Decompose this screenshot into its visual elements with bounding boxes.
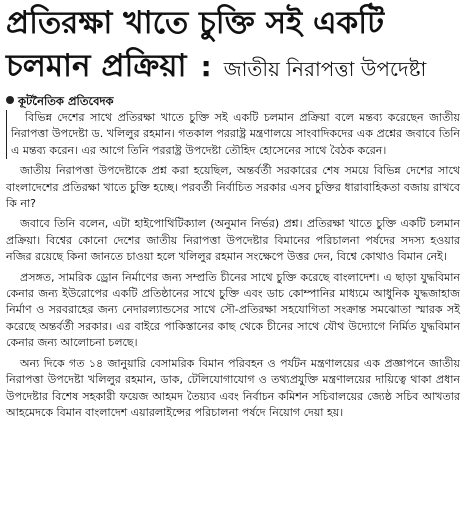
paragraph-3: জবাবে তিনি বলেন, এটা হাইপোথিটিক্যাল (অনুমান নির্ভর) প্রশ্ন। প্রতিরক্ষা খাতে চুক্তি একটি চলমান প্রক্রিয়া। বিশ্বের কোনো দেশের জাতীয় নিরাপত্তা উপদেষ্টার বিমানের পরিচালনা পর্ষদের সদস্য হওয়ার নজির রয়েছে কিনা জানতে চাওয়া হলে খলিলুর রহমান সংক্ষেপে উত্তর দেন, বিশ্বে কোথাও বিমান নেই। [6,217,460,264]
headline-attribution: জাতীয় নিরাপত্তা উপদেষ্টা [223,57,427,81]
paragraph-2: জাতীয় নিরাপত্তা উপদেষ্টাকে প্রশ্ন করা হয়েছিল, অন্তর্বর্তী সরকারের শেষ সময়ে বিভিন্ন দেশের সাথে বাংলাদেশের প্রতিরক্ষা খাতে চুক্তি হচ্ছে। পরবর্তী নির্বাচিত সরকার এসব চুক্তির ধারাবাহিকতা বজায় রাখবে কি না? [6,164,460,211]
bullet-icon [6,96,14,104]
headline [6,2,462,90]
headline-colon: : [200,50,212,83]
headline-line-2 [6,44,462,90]
byline-text: কূটনৈতিক প্রতিবেদক [18,94,114,108]
paragraph-5: অন্য দিকে গত ১৪ জানুয়ারি বেসামরিক বিমান পরিবহন ও পর্যটন মন্ত্রণালয়ের এক প্রজ্ঞাপনে জাতীয় নিরাপত্তা উপদেষ্টা খলিলুর রহমান, ডাক, টেলিযোগাযোগ ও তথ্যপ্রযুক্তি মন্ত্রণালয়ের দায়িত্বে থাকা প্রধান উপদেষ্টার বিশেষ সহকারী ফয়েজ আহমদ তৈয়্যব এবং নির্বাচন কমিশন সচিবালয়ের জ্যেষ্ঠ সচিব আখতার আহমেদকে বিমান বাংলাদেশ এয়ারলাইন্সের পরিচালনা পর্ষদে নিয়োগ দেয়া হয়। [6,356,460,419]
paragraph-1: বিভিন্ন দেশের সাথে প্রতিরক্ষা খাতে চুক্তি সই একটি চলমান প্রক্রিয়া বলে মন্তব্য করেছেন জাতীয় নিরাপত্তা উপদেষ্টা ড. খলিলুর রহমান। গতকাল পররাষ্ট্র মন্ত্রণালয়ে সাংবাদিকদের এক প্রশ্নের জবাবে তিনি এ মন্তব্য করেন। এর আগে তিনি পররাষ্ট্র উপদেষ্টা তৌহিদ হোসেনের সাথে বৈঠক করেন। [6,110,460,159]
headline-main-text: চলমান প্রক্রিয়া [6,48,187,84]
article-body [6,110,460,425]
paragraph-4: প্রসঙ্গত, সামরিক ড্রোন নির্মাণের জন্য সম্প্রতি চীনের সাথে চুক্তি করেছে বাংলাদেশ। এ ছাড়া যুদ্ধবিমান কেনার জন্য ইউরোপের একটি প্রতিষ্ঠানের সাথে চুক্তি এবং ডাচ কোম্পানির মাধ্যমে আধুনিক যুদ্ধজাহাজ নির্মাণ ও সরবরাহের জন্য নেদারল্যান্ডসের সাথে সৌ-প্রতিরক্ষা সহযোগিতা সংক্রান্ত সমঝোতা স্মারক সই করেছে অন্তর্বর্তী সরকার। এর বাইরে পাকিস্তানের কাছ থেকে চীনের সাথে যৌথ উদ্যোগে নির্মিত যুদ্ধবিমান কেনার জন্য আলোচনা চলছে। [6,270,460,350]
headline-line-1: প্রতিরক্ষা খাতে চুক্তি সই একটি [6,5,385,41]
